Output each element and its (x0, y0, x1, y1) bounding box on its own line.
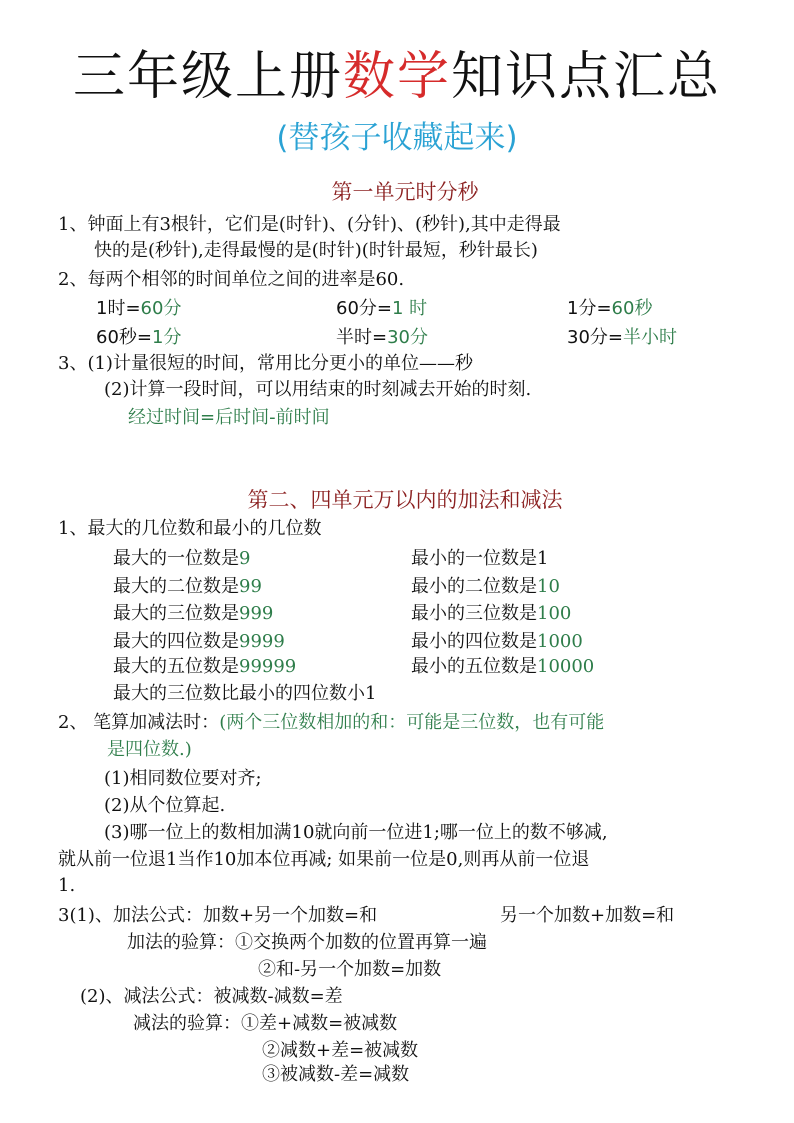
largest-number-row: 最大的三位数是999 (113, 603, 274, 624)
unit2-item1: 1、最大的几位数和最小的几位数 (58, 518, 322, 539)
smallest-number-row: 最小的四位数是1000 (411, 631, 583, 652)
unit1-item3-line1: 3、(1)计量很短的时间，常用比分更小的单位——秒 (58, 353, 473, 374)
smallest-number-row: 最小的五位数是10000 (411, 656, 595, 677)
unit1-item2: 2、每两个相邻的时间单位之间的进率是60. (58, 269, 405, 290)
subtraction-check-1: 减法的验算：①差+减数=被减数 (133, 1013, 398, 1034)
addition-formula: 3(1)、加法公式：加数+另一个加数=和 (58, 905, 378, 926)
title-part1: 三年级上册 (72, 47, 343, 107)
unit1-item1-line1: 1、钟面上有3根针，它们是(时针)、(分针)、(秒针),其中走得最 (58, 214, 561, 235)
page-title (0, 42, 794, 112)
largest-number-row: 最大的四位数是9999 (113, 631, 285, 652)
conversion-item: 1时=60分 (96, 298, 182, 319)
unit1-item1-line2: 快的是(秒针),走得最慢的是(时针)(时针最短，秒针最长) (94, 240, 538, 261)
addition-check-2: ②和-另一个加数=加数 (258, 959, 442, 980)
largest-number-row: 最大的二位数是99 (113, 576, 262, 597)
smallest-number-row: 最小的一位数是1 (411, 548, 549, 569)
title-part2: 知识点汇总 (451, 47, 722, 107)
subtraction-check-3: ③被减数-差=减数 (262, 1064, 410, 1085)
step-3-line2: 就从前一位退1当作10加本位再减; 如果前一位是0,则再从前一位退 (58, 849, 590, 870)
unit1-item3-line2: (2)计算一段时间，可以用结束的时刻减去开始的时刻. (104, 379, 532, 400)
step-2: (2)从个位算起. (104, 795, 226, 816)
conversion-item: 60秒=1分 (96, 327, 182, 348)
conversion-item: 半时=30分 (336, 327, 428, 348)
conversion-item: 60分=1 时 (336, 298, 428, 319)
unit1-heading: 第一单元时分秒 (331, 180, 479, 204)
unit2-heading: 第二、四单元万以内的加法和减法 (247, 488, 563, 512)
smallest-number-row: 最小的三位数是100 (411, 603, 572, 624)
unit2-item2: 2、 笔算加减法时：(两个三位数相加的和：可能是三位数，也有可能 (58, 712, 605, 733)
subtraction-formula: (2)、减法公式：被减数-减数=差 (80, 986, 343, 1007)
conversion-item: 1分=60秒 (567, 298, 653, 319)
largest-number-row: 最大的五位数是99999 (113, 656, 297, 677)
title-highlight: 数学 (342, 47, 451, 107)
step-3-line1: (3)哪一位上的数相加满10就向前一位进1;哪一位上的数不够减, (104, 822, 608, 843)
smallest-number-row: 最小的二位数是10 (411, 576, 560, 597)
addition-check-1: 加法的验算：①交换两个加数的位置再算一遍 (127, 932, 487, 953)
unit2-item2-note: 是四位数.) (107, 739, 192, 760)
largest-number-row: 最大的一位数是9 (113, 548, 251, 569)
conversion-item: 30分=半小时 (567, 327, 677, 348)
elapsed-time-formula: 经过时间=后时间-前时间 (128, 407, 330, 428)
page-subtitle: (替孩子收藏起来) (276, 120, 518, 156)
step-1: (1)相同数位要对齐; (104, 768, 262, 789)
compare-note: 最大的三位数比最小的四位数小1 (113, 683, 377, 704)
subtraction-check-2: ②减数+差=被减数 (262, 1040, 419, 1061)
addition-formula-alt: 另一个加数+加数=和 (500, 905, 675, 926)
step-3-line3: 1. (58, 875, 76, 896)
